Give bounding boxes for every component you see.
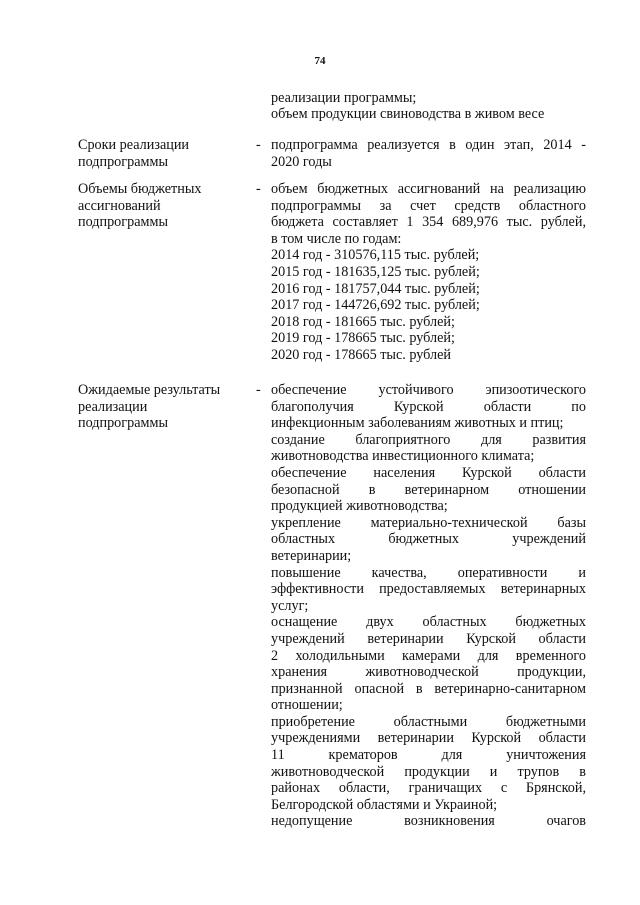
section-value: объем бюджетных ассигнований на реализацию подпрограммы за счет средств областного бюджета составляет 1 354 689,976 тыс. рублей, в том числе по годам: 2014 год - 310576,115 тыс. рублей; 2015 год - 181635,125 тыс. рублей; 2016 год - 181757,044 тыс. рублей; 2017 год - 144726,692 тыс. рублей; 2018 год - 181665 тыс. рублей; 2019 год - 178665 тыс. рублей; 2020 год - 178665 тыс. рублей [271,181,586,363]
section-value: подпрограмма реализуется в один этап, 2014 - 2020 годы [271,137,586,170]
result-line: 2 холодильными камерами для временного [271,647,586,664]
result-line: животноводства инвестиционного климата; [271,448,535,465]
result-line: хранения животноводческой продукции, [271,664,586,681]
result-line: благополучия Курской области по [271,398,586,415]
text-line: объем продукции свиноводства в живом весе [271,106,545,122]
result-line: укрепление материально-технической базы [271,514,586,531]
result-line: районах области, граничащих с Брянской, [271,780,586,797]
result-line: безопасной в ветеринарном отношении [271,481,586,498]
result-line: обеспечение населения Курской области [271,464,586,481]
result-line: создание благоприятного для развития [271,431,586,448]
dash: - [256,181,261,197]
continued-text [271,90,586,122]
budget-year: 2020 год - 178665 тыс. рублей [271,346,451,363]
result-line: учреждениями ветеринарии Курской области [271,730,586,747]
result-line: эффективности предоставляемых ветеринарных [271,581,586,598]
result-line: услуг; [271,597,309,614]
result-line: повышение качества, оперативности и [271,564,586,581]
budget-year: 2016 год - 181757,044 тыс. рублей; [271,280,480,297]
budget-year: 2017 год - 144726,692 тыс. рублей; [271,297,480,314]
result-line: отношении; [271,697,343,714]
budget-year: 2014 год - 310576,115 тыс. рублей; [271,247,480,264]
result-line: инфекционным заболеваниям животных и птиц; [271,415,564,432]
budget-year: 2019 год - 178665 тыс. рублей; [271,330,455,347]
result-line: областных бюджетных учреждений [271,531,586,548]
page-number: 74 [314,55,326,67]
result-line: признанной опасной в ветеринарно-санитарном [271,680,586,697]
result-line: обеспечение устойчивого эпизоотического [271,382,586,398]
result-line: учреждений ветеринарии Курской области [271,630,586,647]
budget-year: 2018 год - 181665 тыс. рублей; [271,313,455,330]
result-line: ветеринарии; [271,547,352,564]
result-line: животноводческой продукции и трупов в [271,763,586,780]
result-line: приобретение областными бюджетными [271,713,586,730]
result-line: оснащение двух областных бюджетных [271,614,586,631]
section-label: Ожидаемые результаты реализации подпрограммы [78,382,221,432]
dash: - [256,137,261,153]
section-value [271,382,586,830]
budget-year: 2015 год - 181635,125 тыс. рублей; [271,263,480,280]
section-label: Объемы бюджетных ассигнований подпрограммы [78,181,202,231]
section-label: Сроки реализации подпрограммы [78,137,190,170]
dash: - [256,382,261,398]
result-line: 11 крематоров для уничтожения [271,747,586,764]
result-line: Белгородской областями и Украиной; [271,796,498,813]
text-line: реализации программы; [271,90,417,106]
result-line: продукцией животноводства; [271,498,448,515]
result-line: недопущение возникновения очагов [271,813,586,830]
